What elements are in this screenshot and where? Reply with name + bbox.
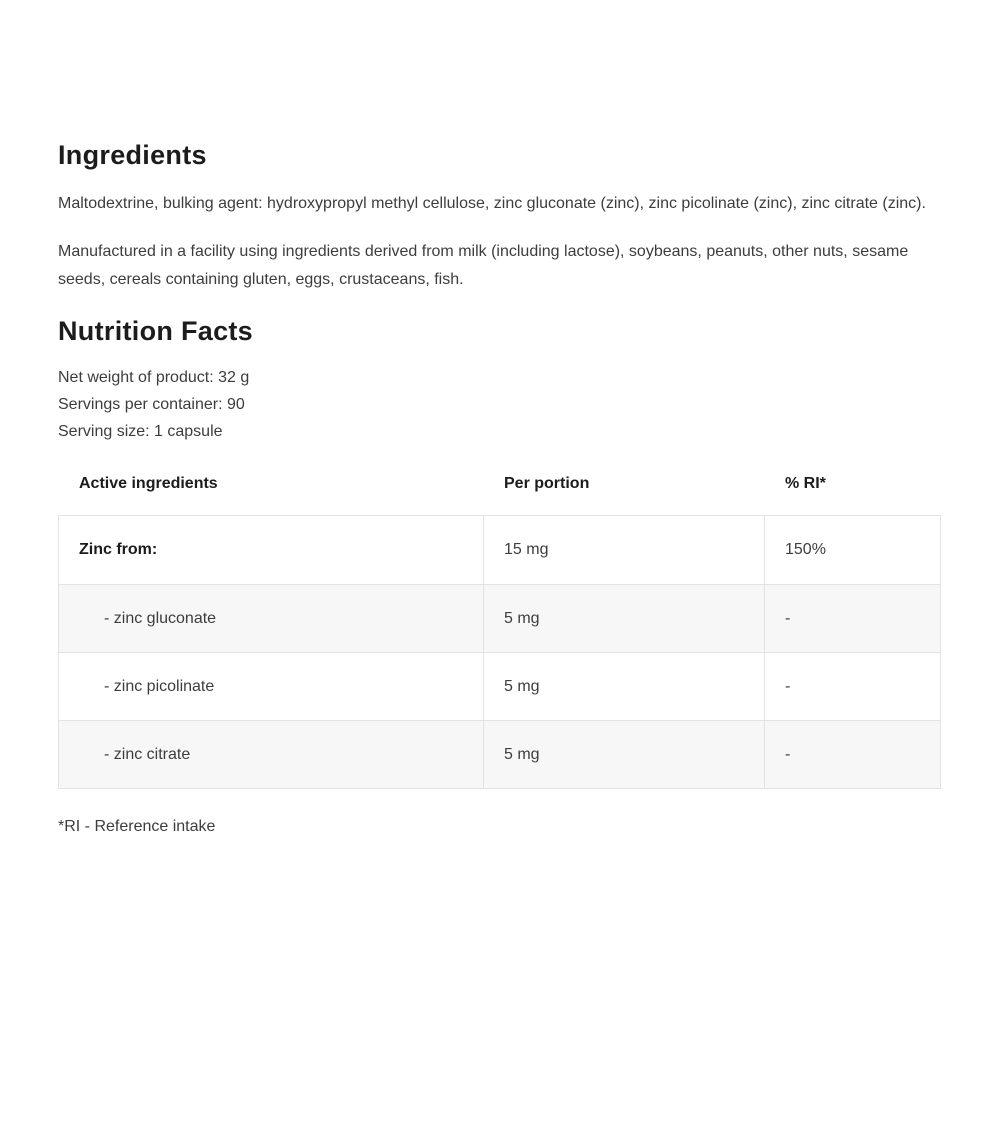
table-row-zinc-from — [59, 516, 940, 584]
allergen-info-paragraph: Manufactured in a facility using ingredients derived from milk (including lactose), soybeans, peanuts, other nuts, sesame seeds, cereals containing gluten, eggs, crustaceans, fish. — [58, 243, 909, 288]
cell-name: - zinc gluconate — [59, 585, 484, 652]
ingredients-composition-paragraph: Maltodextrine, bulking agent: hydroxypropyl methyl cellulose, zinc gluconate (zinc), zinc picolinate (zinc), zinc citrate (zinc). — [58, 195, 926, 212]
serving-size-line: Serving size: 1 capsule — [58, 423, 223, 440]
header-active-ingredients: Active ingredients — [79, 475, 218, 492]
cell-name: - zinc picolinate — [59, 653, 484, 720]
cell-ri: - — [785, 745, 791, 763]
cell-ri: 150% — [785, 541, 826, 558]
cell-per-portion: 15 mg — [484, 516, 765, 584]
product-info-section — [58, 136, 941, 840]
net-weight-line: Net weight of product: 32 g — [58, 369, 250, 386]
header-per-portion: Per portion — [504, 475, 590, 492]
cell-per-portion: 5 mg — [484, 721, 765, 788]
serving-details — [58, 364, 941, 445]
nutrition-facts-title: Nutrition Facts — [58, 316, 254, 346]
nutrition-table-header — [58, 473, 941, 495]
table-row-zinc-citrate — [59, 720, 940, 788]
header-percent-ri: % RI* — [785, 475, 826, 492]
servings-per-container-line: Servings per container: 90 — [58, 396, 245, 413]
cell-name: Zinc from: — [59, 516, 484, 584]
cell-ri: - — [785, 609, 791, 627]
table-row-zinc-gluconate — [59, 584, 940, 652]
ri-footnote: *RI - Reference intake — [58, 818, 216, 835]
cell-name: - zinc citrate — [59, 721, 484, 788]
nutrition-table-body — [58, 515, 941, 789]
cell-per-portion: 5 mg — [484, 585, 765, 652]
nutrition-table — [58, 473, 941, 789]
table-row-zinc-picolinate — [59, 652, 940, 720]
cell-ri: - — [785, 677, 791, 695]
cell-per-portion: 5 mg — [484, 653, 765, 720]
ingredients-title: Ingredients — [58, 140, 207, 170]
